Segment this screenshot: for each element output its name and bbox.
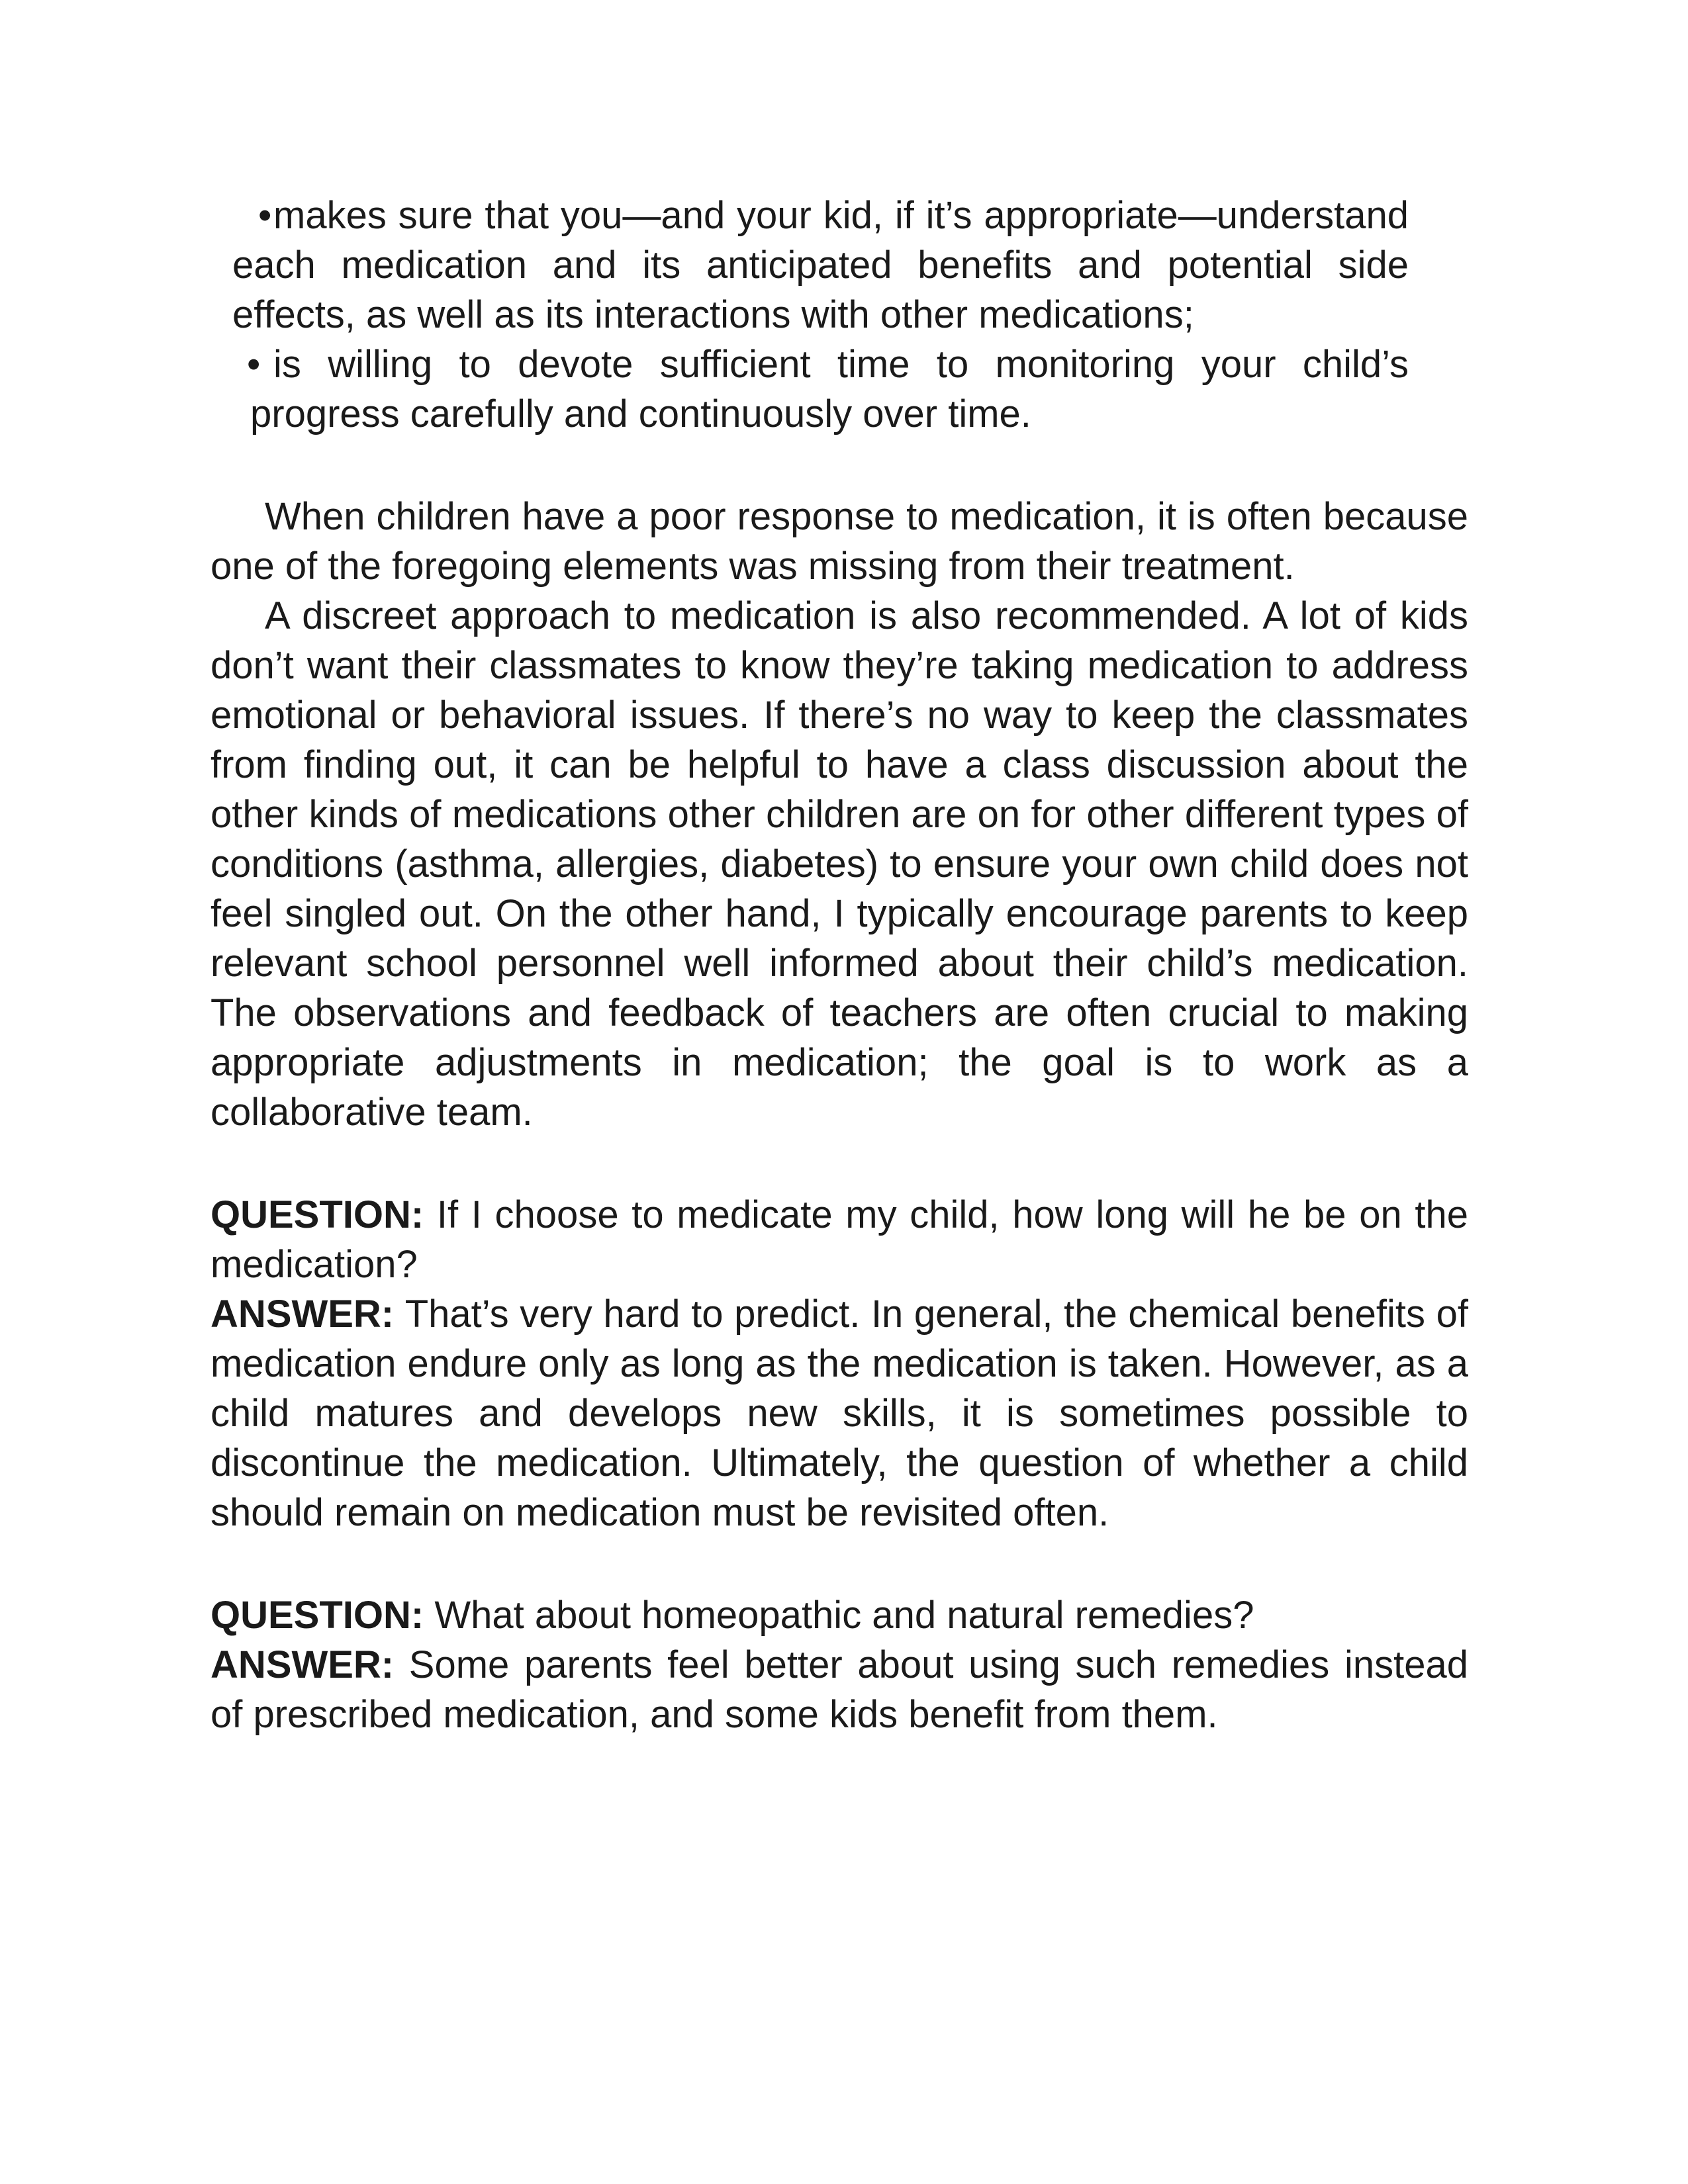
bullet-text: is willing to devote sufficient time to monitoring your child’s progress carefully and continuously over time. [250,343,1409,435]
answer-label: ANSWER: [211,1293,405,1336]
answer-line [211,1640,1468,1739]
question-line [211,1590,1468,1640]
answer-text: That’s very hard to predict. In general, the chemical benefits of medication endure only as long as the medication is taken. However, as a child matures and develops new skills, it is sometimes possible to discontinue the medication. Ultimately, the question of whether a child should remain on medication must be revisited often. [211,1293,1469,1534]
question-label: QUESTION: [211,1193,437,1236]
bullet-list [211,191,1468,439]
qa-block [211,1590,1468,1739]
question-text: If I choose to medicate my child, how long will he be on the medication? [211,1193,1468,1286]
bullet-text: makes sure that you—and your kid, if it’s appropriate—understand each medication and its anticipated benefits and potential side effects, as well as its interactions with other medications; [232,194,1409,336]
qa-block [211,1190,1468,1537]
paragraph: When children have a poor response to medication, it is often because one of the foregoing elements was missing from their treatment. [211,495,1468,588]
question-line [211,1190,1468,1289]
list-item [211,191,1468,340]
answer-label: ANSWER: [211,1643,409,1686]
body-paragraphs [211,492,1468,1137]
list-item [211,340,1468,439]
answer-text: Some parents feel better about using such remedies instead of prescribed medication, and some kids benefit from them. [211,1643,1468,1736]
question-label: QUESTION: [211,1594,435,1637]
bullet-icon: • [247,343,261,386]
question-text: What about homeopathic and natural remedies? [434,1594,1254,1637]
answer-line [211,1289,1468,1537]
paragraph: A discreet approach to medication is also recommended. A lot of kids don’t want their classmates to know they’re taking medication to address emotional or behavioral issues. If there’s no way to keep the classmates from finding out, it can be helpful to have a class discussion about the other kinds of medications other children are on for other different types of conditions (asthma, allergies, diabetes) to ensure your own child does not feel singled out. On the other hand, I typically encourage parents to keep relevant school personnel well informed about their child’s medication. The observations and feedback of teachers are often crucial to making appropriate adjustments in medication; the goal is to work as a collaborative team. [211,594,1468,1134]
document-page [211,191,1468,1792]
bullet-icon: • [258,194,272,237]
